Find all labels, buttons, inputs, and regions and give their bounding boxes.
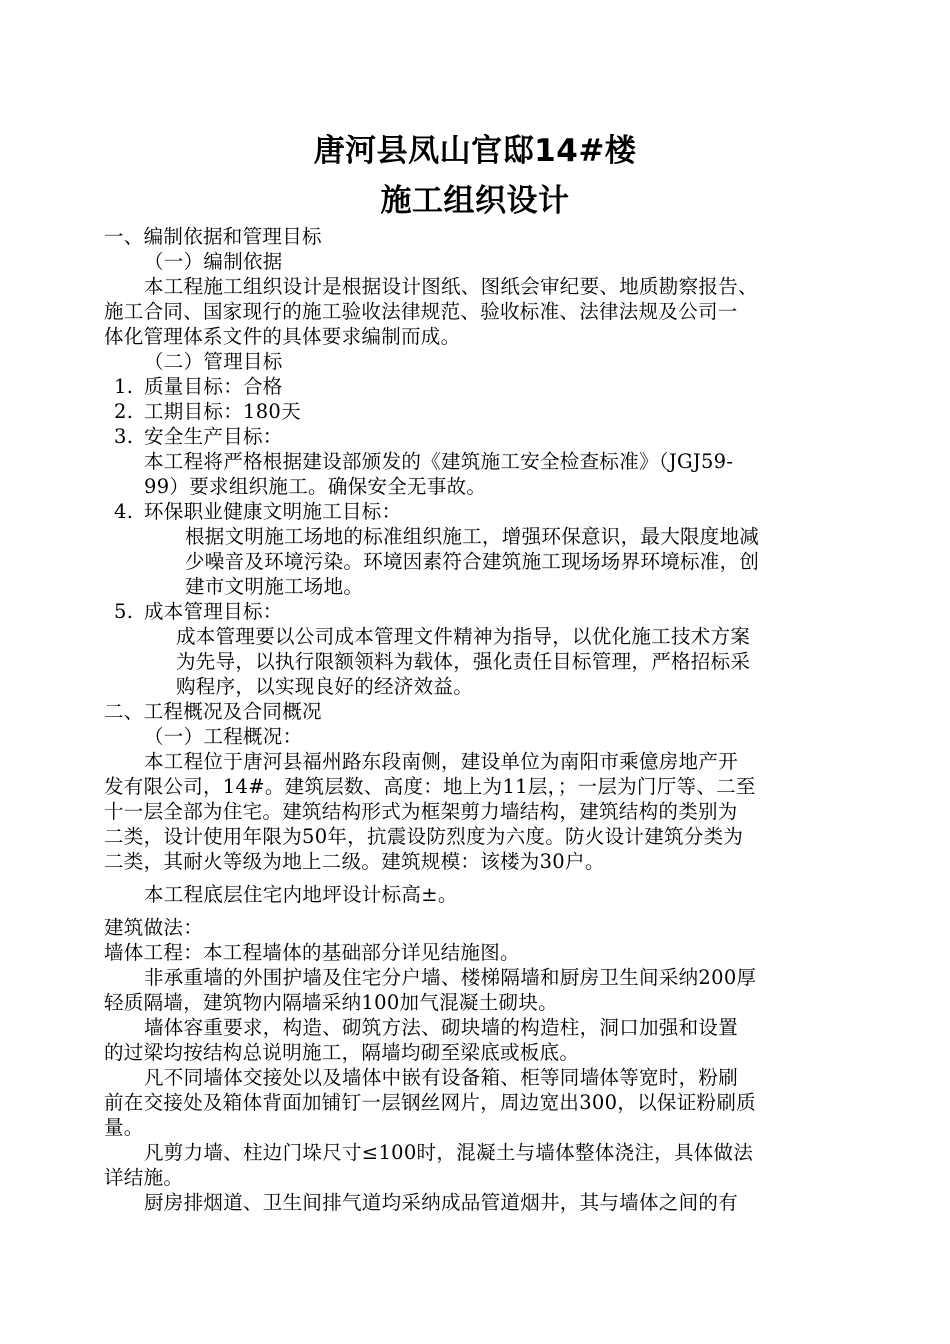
paragraph-line: 成本管理要以公司成本管理文件精神为指导，以优化施工技术方案 [176,625,751,648]
paragraph-line: 建市文明施工场地。 [185,575,364,598]
paragraph-line: 墙体工程：本工程墙体的基础部分详见结施图。 [104,941,520,964]
subsection-heading: （二）管理目标 [144,350,283,373]
document-subtitle: 施工组织设计 [380,183,570,219]
list-item [114,424,283,450]
list-item-text: 环保职业健康文明施工目标： [144,500,402,523]
paragraph-line: 为先导，以执行限额领料为载体，强化责任目标管理，严格招标采 [176,650,751,673]
list-item-text: 安全生产目标： [144,425,283,448]
paragraph-line: 本工程位于唐河县福州路东段南侧，建设单位为南阳市乘億房地产开 [144,750,739,773]
paragraph-line: 凡不同墙体交接处以及墙体中嵌有设备箱、柜等同墙体等宽时，粉刷 [144,1066,739,1089]
paragraph-line: 少噪音及环境污染。环境因素符合建筑施工现场场界环境标准，创 [185,550,760,573]
list-item [114,374,283,400]
paragraph-line: 前在交接处及箱体背面加铺钉一层钢丝网片，周边宽出300，以保证粉刷质 [104,1091,756,1114]
paragraph-line: 本工程底层住宅内地坪设计标高±。 [144,883,458,906]
paragraph-line: 二类，其耐火等级为地上二级。建筑规模：该楼为30户。 [104,850,605,873]
paragraph-line: 施工合同、国家现行的施工验收法律规范、验收标准、法律法规及公司一 [104,300,738,323]
paragraph-line: 二类，设计使用年限为50年，抗震设防烈度为六度。防火设计建筑分类为 [104,825,744,848]
section-heading: 二、工程概况及合同概况 [104,700,322,723]
paragraph-line: 十一层全部为住宅。建筑结构形式为框架剪力墙结构，建筑结构的类别为 [104,800,738,823]
list-item [114,599,283,625]
paragraph-line: 厨房排烟道、卫生间排气道均采纳成品管道烟井，其与墙体之间的有 [144,1191,739,1214]
paragraph-heading: 建筑做法： [104,916,204,939]
paragraph-line: 99）要求组织施工。确保安全无事故。 [144,475,487,498]
paragraph-line: 体化管理体系文件的具体要求编制而成。 [104,325,461,348]
subsection-heading: （一）编制依据 [144,250,283,273]
section-heading: 一、编制依据和管理目标 [104,225,322,248]
list-item [114,499,401,525]
list-number: 5. [114,600,134,623]
list-number: 2. [114,400,134,423]
document-title: 唐河县凤山官邸14#楼 [313,133,637,169]
list-item-text: 质量目标：合格 [144,375,283,398]
paragraph-line: 轻质隔墙，建筑物内隔墙采纳100加气混凝土砌块。 [104,991,558,1014]
paragraph-line: 本工程施工组织设计是根据设计图纸、图纸会审纪要、地质勘察报告、 [144,275,758,298]
paragraph-line: 墙体容重要求，构造、砌筑方法、砌块墙的构造柱，洞口加强和设置 [144,1016,739,1039]
paragraph-line: 非承重墙的外围护墙及住宅分户墙、楼梯隔墙和厨房卫生间采纳200厚 [144,966,757,989]
subsection-heading: （一）工程概况： [144,725,303,748]
paragraph-line: 量。 [104,1116,144,1139]
paragraph-line: 购程序，以实现良好的经济效益。 [176,675,474,698]
paragraph-line: 本工程将严格根据建设部颁发的《建筑施工安全检查标准》（JGJ59- [144,450,734,473]
list-item [114,399,301,425]
paragraph-line: 发有限公司，14#。建筑层数、高度：地上为11层，；一层为门厅等、二至 [104,775,756,798]
list-item-text: 工期目标：180天 [144,400,301,423]
list-number: 3. [114,425,134,448]
paragraph-line: 根据文明施工场地的标准组织施工，增强环保意识，最大限度地减 [185,525,760,548]
paragraph-line: 详结施。 [104,1166,184,1189]
paragraph-line: 凡剪力墙、柱边门垛尺寸≤100时，混凝土与墙体整体浇注，具体做法 [144,1141,754,1164]
list-item-text: 成本管理目标： [144,600,283,623]
list-number: 1. [114,375,134,398]
paragraph-line: 的过梁均按结构总说明施工，隔墙均砌至梁底或板底。 [104,1041,580,1064]
list-number: 4. [114,500,134,523]
